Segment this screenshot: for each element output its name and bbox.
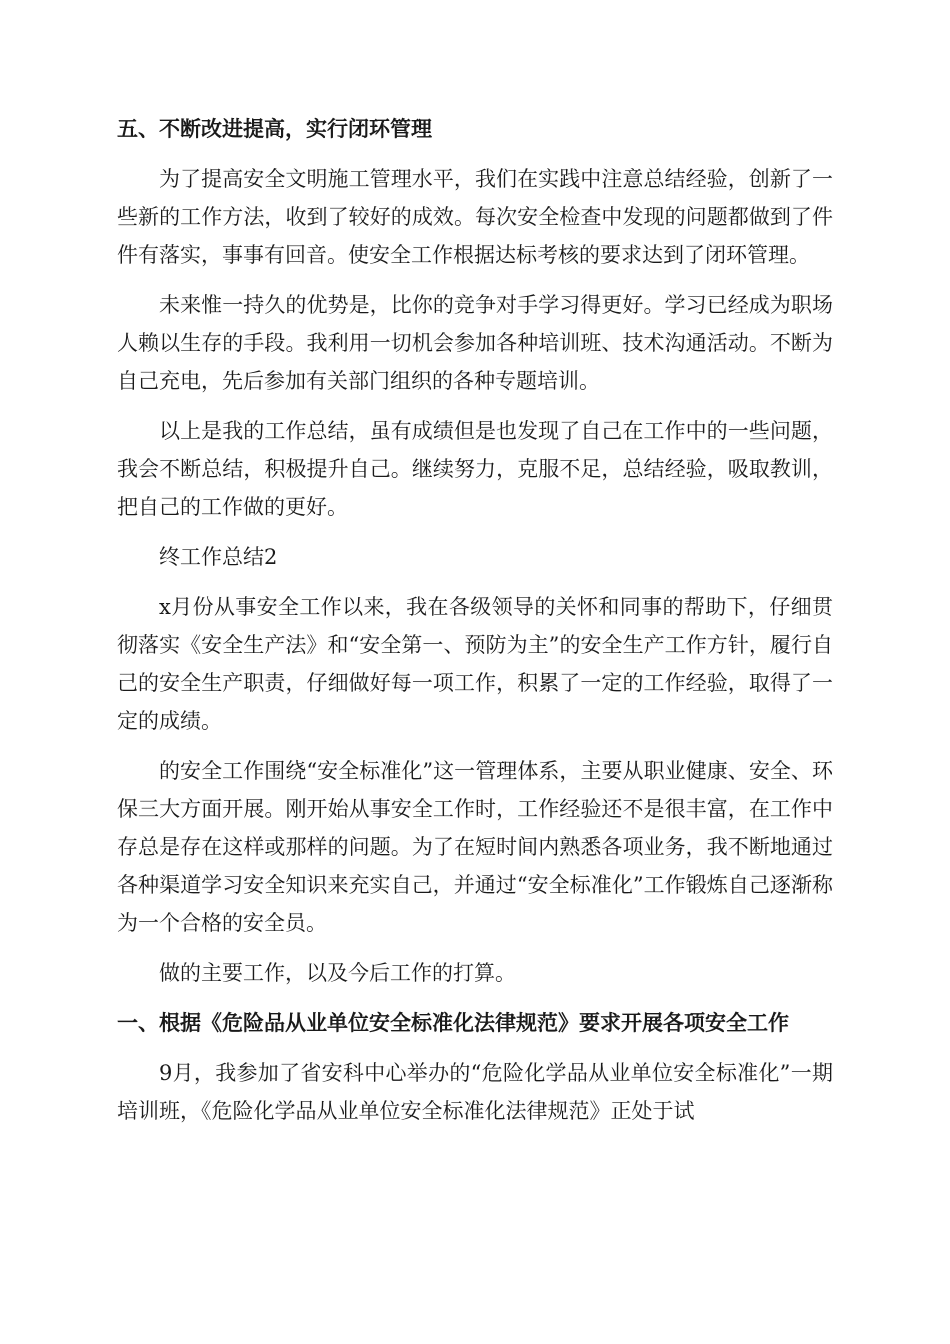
paragraph-intro: x月份从事安全工作以来，我在各级领导的关怀和同事的帮助下，仔细贯彻落实《安全生产法》和“安全第一、预防为主”的安全生产工作方针，履行自己的安全生产职责，仔细做好每一项工作，积累了一定的工作经验，取得了一定的成绩。 [117, 595, 833, 733]
section-heading-5: 五、不断改进提高，实行闭环管理 [117, 117, 432, 141]
paragraph-subtitle: 终工作总结2 [159, 545, 278, 569]
paragraph-summary: 以上是我的工作总结，虽有成绩但是也发现了自己在工作中的一些问题，我会不断总结，积极提升自己。继续努力，克服不足，总结经验，吸取教训，把自己的工作做的更好。 [117, 419, 833, 519]
paragraph-closed-loop: 为了提高安全文明施工管理水平，我们在实践中注意总结经验，创新了一些新的工作方法，收到了较好的成效。每次安全检查中发现的问题都做到了件件有落实，事事有回音。使安全工作根据达标考核的要求达到了闭环管理。 [117, 167, 833, 267]
paragraph-training: 9月，我参加了省安科中心举办的“危险化学品从业单位安全标准化”一期培训班，《危险化学品从业单位安全标准化法律规范》正处于试 [117, 1061, 833, 1123]
section-heading-1: 一、根据《危险品从业单位安全标准化法律规范》要求开展各项安全工作 [117, 1011, 789, 1035]
paragraph-learning: 未来惟一持久的优势是，比你的竞争对手学习得更好。学习已经成为职场人赖以生存的手段。我利用一切机会参加各种培训班、技术沟通活动。不断为自己充电，先后参加有关部门组织的各种专题培训。 [117, 293, 833, 393]
paragraph-main-work: 做的主要工作，以及今后工作的打算。 [159, 961, 516, 985]
document-page [117, 110, 833, 1130]
paragraph-standardization: 的安全工作围绕“安全标准化”这一管理体系，主要从职业健康、安全、环保三大方面开展。刚开始从事安全工作时，工作经验还不是很丰富，在工作中存总是存在这样或那样的问题。为了在短时间内熟悉各项业务，我不断地通过各种渠道学习安全知识来充实自己，并通过“安全标准化”工作锻炼自己逐渐称为一个合格的安全员。 [117, 759, 833, 935]
